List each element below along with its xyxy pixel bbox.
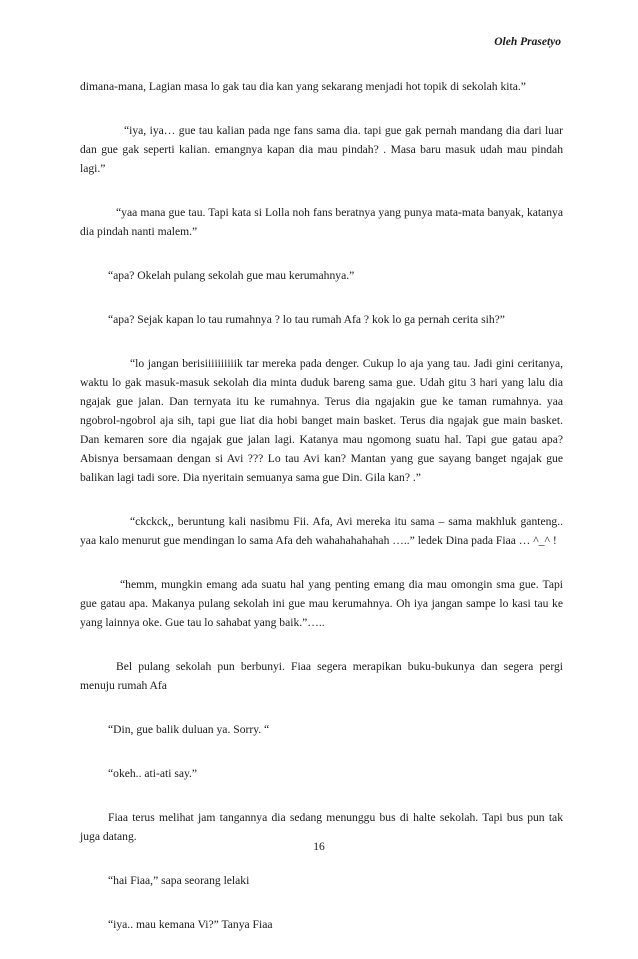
paragraph: “iya.. mau kemana Vi?” Tanya Fiaa — [108, 918, 273, 931]
page-body — [80, 77, 563, 959]
paragraph: “yaa mana gue tau. Tapi kata si Lolla noh fans beratnya yang punya mata-mata banyak, katanya dia pindah nanti malem.” — [80, 206, 563, 238]
paragraph: Fiaa terus melihat jam tangannya dia sedang menunggu bus di halte sekolah. Tapi bus pun tak juga datang. — [80, 811, 563, 843]
paragraph: “lo jangan berisiiiiiiiiiik tar mereka pada denger. Cukup lo aja yang tau. Jadi gini ceritanya, waktu lo gak masuk-masuk sekolah dia minta duduk bareng sama gue. Udah gitu 3 hari yang lalu dia ngajak gue jalan. Dan ternyata itu ke rumahnya. Terus dia ngajakin gue ke taman rumahnya. yaa ngobrol-ngobrol aja sih, tapi gue liat dia hobi banget main basket. Terus dia ngajak gue main basket. Dan kemaren sore dia ngajak gue jalan lagi. Katanya mau ngomong suatu hal. Tapi gue gatau apa? Abisnya bersamaan dengan si Avi ??? Lo tau Avi kan? Mantan yang gue sayang banget ngajak gue balikan lagi tadi sore. Dia nyeritain semuanya sama gue Din. Gila kan? .” — [80, 357, 563, 484]
paragraph: Bel pulang sekolah pun berbunyi. Fiaa segera merapikan buku-bukunya dan segera pergi menuju rumah Afa — [80, 660, 563, 692]
paragraph: “iya, iya… gue tau kalian pada nge fans sama dia. tapi gue gak pernah mandang dia dari luar dan gue gak seperti kalian. emangnya kapan dia mau pindah? . Masa baru masuk udah mau pindah lagi.” — [80, 124, 563, 175]
paragraph: “okeh.. ati-ati say.” — [108, 767, 198, 780]
page-number: 16 — [313, 840, 325, 853]
paragraph: “hemm, mungkin emang ada suatu hal yang penting emang dia mau omongin sma gue. Tapi gue gatau apa. Makanya pulang sekolah ini gue mau kerumahnya. Oh iya jangan sampe lo kasi tau ke yang lainnya oke. Gue tau lo sahabat yang baik.”….. — [80, 578, 563, 629]
paragraph: dimana-mana, Lagian masa lo gak tau dia kan yang sekarang menjadi hot topik di sekolah kita.” — [80, 80, 526, 93]
paragraph: “ckckck,, beruntung kali nasibmu Fii. Afa, Avi mereka itu sama – sama makhluk ganteng.. yaa kalo menurut gue mendingan lo sama Afa deh wahahahahahah …..” ledek Dina pada Fiaa … ^_^ ! — [80, 515, 563, 547]
paragraph: “apa? Sejak kapan lo tau rumahnya ? lo tau rumah Afa ? kok lo ga pernah cerita sih?” — [108, 313, 505, 326]
paragraph: “hai Fiaa,” sapa seorang lelaki — [108, 874, 250, 887]
paragraph: “apa? Okelah pulang sekolah gue mau kerumahnya.” — [108, 269, 355, 282]
running-header-author: Oleh Prasetyo — [494, 36, 561, 48]
paragraph: “Din, gue balik duluan ya. Sorry. “ — [108, 723, 270, 736]
